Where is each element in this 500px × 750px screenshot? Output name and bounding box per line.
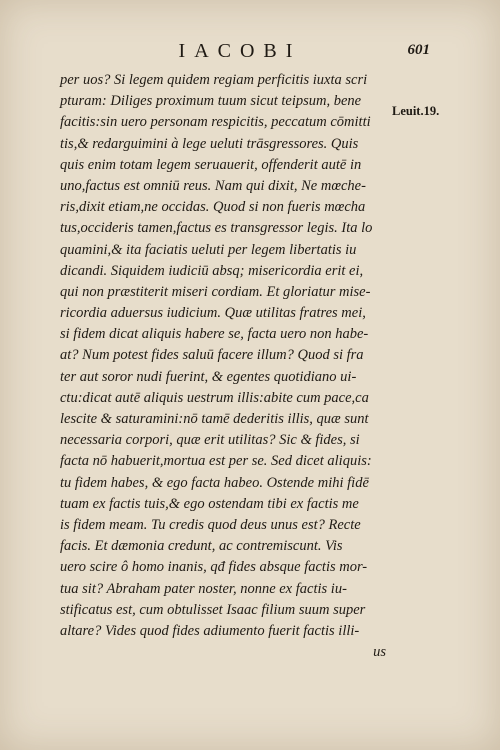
text-line: quis enim totam legem seruauerit, offenderit autē in	[60, 156, 362, 173]
text-line: tua sit? Abraham pater noster, nonne ex factis iu-	[60, 580, 347, 597]
text-line: is fidem meam. Tu credis quod deus unus est? Recte	[60, 516, 361, 533]
running-head	[0, 40, 500, 64]
text-line: pturam: Diliges proximum tuum sicut teipsum, bene	[60, 93, 362, 110]
text-line: altare? Vides quod fides adiumento fuerit factis illi-	[60, 622, 360, 639]
text-line: quamini,& ita faciatis ueluti per legem libertatis iu	[60, 241, 357, 258]
page-title: IACOBI	[178, 40, 302, 62]
text-line: stificatus est, cum obtulisset Isaac filium suum super	[60, 601, 366, 618]
text-line: necessaria corpori, quæ erit utilitas? Sic & fides, si	[60, 432, 360, 449]
page-number: 601	[407, 42, 430, 58]
text-line: at? Num potest fides saluū facere illum? Quod si fra	[60, 347, 364, 364]
catchword: us	[373, 644, 386, 661]
text-line: uno,factus est omniū reus. Nam qui dixit, Ne mœche-	[60, 177, 366, 194]
text-line: lescite & saturamini:nō tamē dederitis illis, quæ sunt	[60, 411, 369, 427]
text-line: tu fidem habes, & ego facta habeo. Ostende mihi fidē	[60, 474, 369, 491]
text-line: facis. Et dæmonia credunt, ac contremiscunt. Vis	[60, 538, 343, 555]
text-line: tis,& redarguimini à lege ueluti trāsgressores. Quis	[60, 135, 359, 152]
text-line: tuam ex factis tuis,& ego ostendam tibi ex factis me	[60, 495, 359, 512]
text-line: ctu:dicat autē aliquis uestrum illis:abite cum pace,ca	[60, 389, 369, 406]
text-line: uero scire ô homo inanis, qđ fides absque factis mor-	[60, 559, 368, 576]
text-line: tus,occideris tamen,factus es transgressor legis. Ita lo	[60, 220, 373, 237]
margin-note: Leuit.19.	[392, 104, 440, 118]
text-line: si fidem dicat aliquis habere se, facta uero non habe-	[60, 326, 369, 343]
text-line: dicandi. Siquidem iudiciū absq; misericordia erit ei,	[60, 262, 364, 279]
text-line: qui non præstiterit miseri cordiam. Et gloriatur mise-	[60, 283, 371, 300]
text-line: ricordia aduersus iudicium. Quæ utilitas fratres mei,	[60, 305, 366, 322]
text-line: ris,dixit etiam,ne occidas. Quod si non fueris mœcha	[60, 199, 366, 216]
text-line: facta nō habuerit,mortua est per se. Sed dicet aliquis:	[60, 453, 372, 470]
text-line: facitis:sin uero personam respicitis, peccatum cōmitti	[60, 114, 371, 131]
text-line: per uos? Si legem quidem regiam perficitis iuxta scri	[60, 72, 368, 88]
text-block	[60, 70, 390, 663]
text-line: ter aut soror nudi fuerint, & egentes quotidiano ui-	[60, 368, 357, 385]
